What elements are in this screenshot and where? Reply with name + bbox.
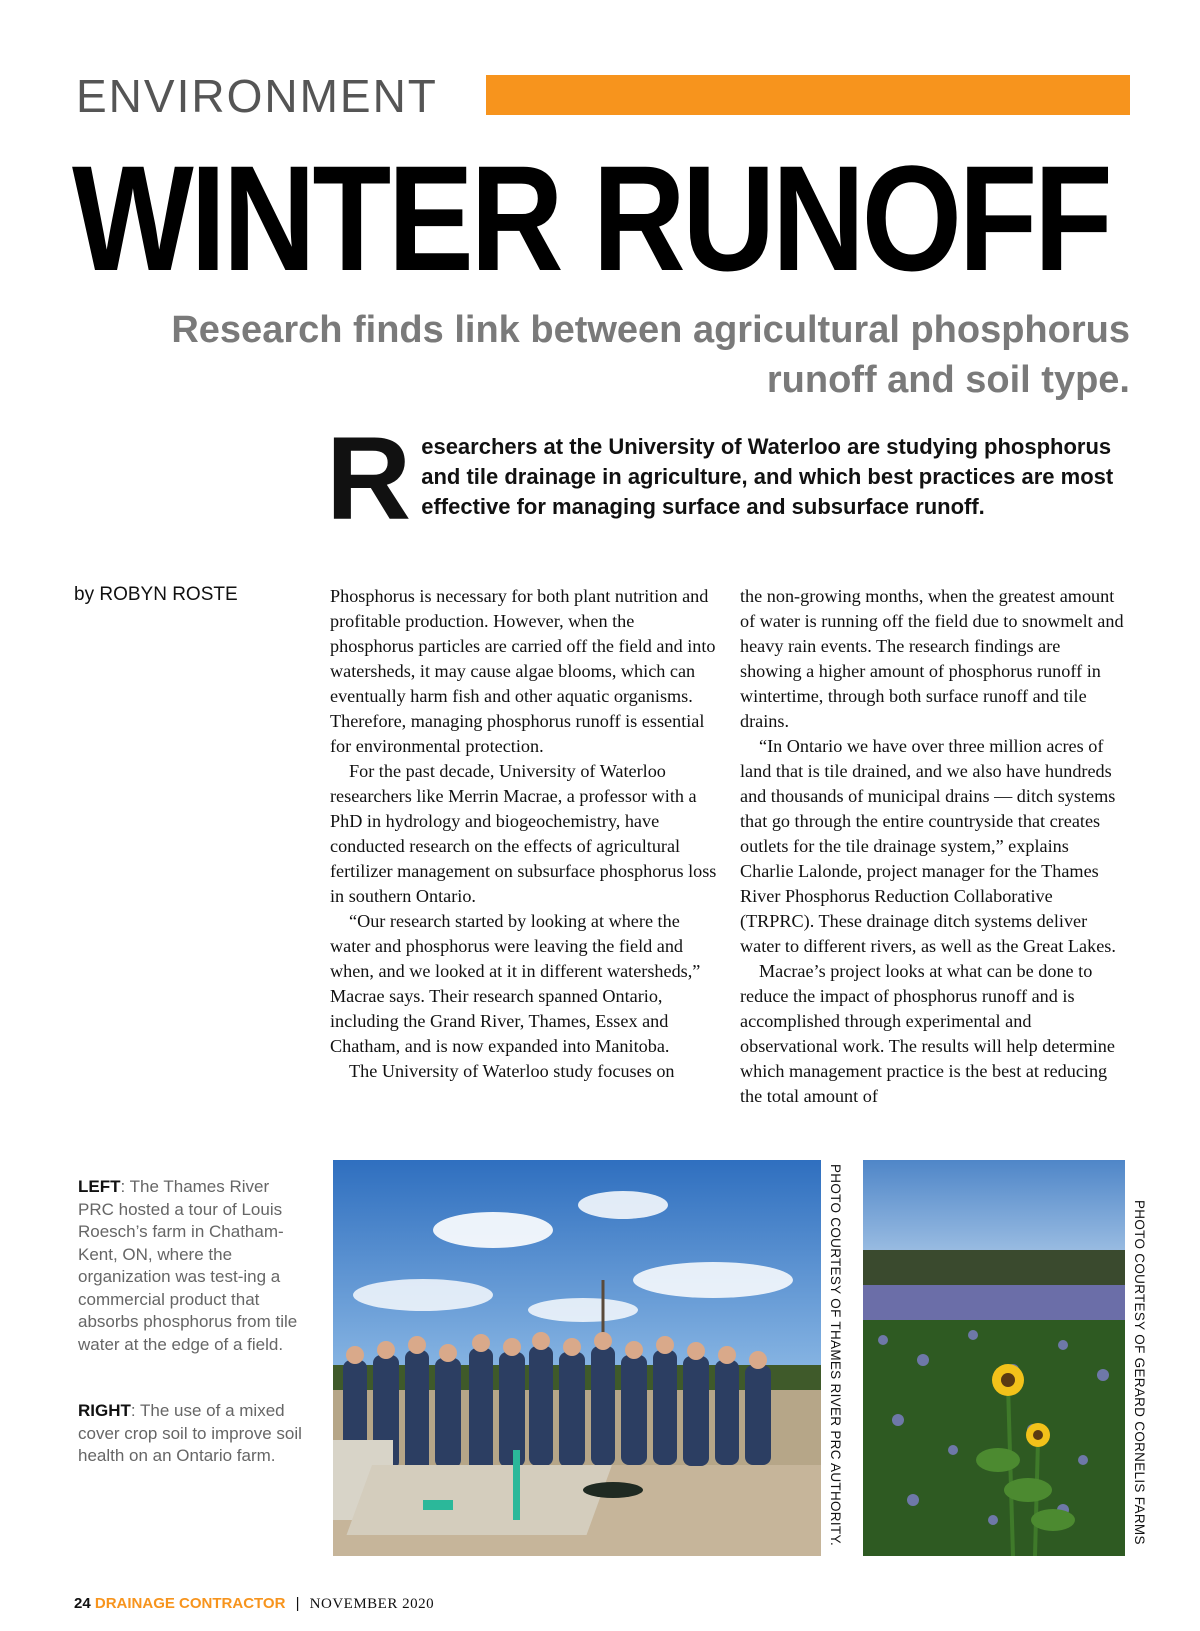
- cover-crop-photo: [863, 1160, 1125, 1556]
- photo-caption-left: [78, 1176, 308, 1356]
- body-paragraph: Phosphorus is necessary for both plant nutrition and profitable production. However, when the phosphorus particles are carried off the field and into watersheds, it may cause algae blooms, which can eventually harm fish and other aquatic organisms. Therefore, managing phosphorus runoff is essential for environmental protection.: [330, 586, 716, 756]
- byline: by ROBYN ROSTE: [74, 584, 238, 605]
- lede-paragraph: [326, 413, 1125, 545]
- farm-tour-illustration: [333, 1160, 821, 1556]
- section-accent-bar: [486, 75, 1130, 115]
- caption-text: : The Thames River PRC hosted a tour of Louis Roesch’s farm in Chatham-Kent, ON, where the organization was test-ing a commercial product that absorbs phosphorus from tile water at the edge of a field.: [78, 1177, 298, 1354]
- body-paragraph: For the past decade, University of Waterloo researchers like Merrin Macrae, a professor with a PhD in hydrology and biogeochemistry, have conducted research on the effects of agricultural fertilizer management on subsurface phosphorus loss in southern Ontario.: [330, 761, 717, 906]
- caption-label: LEFT: [78, 1177, 121, 1196]
- lede-text: esearchers at the University of Waterloo are studying phosphorus and tile drainage in agriculture, and which best practices are most effective for managing surface and subsurface runoff.: [421, 434, 1114, 519]
- body-column-right: [740, 584, 1125, 1109]
- body-paragraph: the non-growing months, when the greatest amount of water is running off the field due to snowmelt and heavy rain events. The research findings are showing a higher amount of phosphorus runoff in wintertime, through both surface runoff and tile drains.: [740, 586, 1124, 731]
- body-column-left: [330, 584, 720, 1084]
- headline: WINTER RUNOFF: [72, 134, 1110, 302]
- page-number: 24: [74, 1595, 91, 1612]
- cover-crop-illustration: [863, 1160, 1125, 1556]
- caption-text: : The use of a mixed cover crop soil to improve soil health on an Ontario farm.: [78, 1401, 302, 1465]
- section-label: ENVIRONMENT: [76, 70, 438, 122]
- body-paragraph: The University of Waterloo study focuses on: [349, 1061, 675, 1081]
- photo-caption-right: [78, 1400, 308, 1468]
- drop-cap: R: [326, 413, 412, 545]
- farm-tour-photo: [333, 1160, 821, 1556]
- body-paragraph: “Our research started by looking at where the water and phosphorus were leaving the field and when, and we looked at it in different watersheds,” Macrae says. Their research spanned Ontario, including the Grand River, Thames, Essex and Chatham, and is now expanded into Manitoba.: [330, 911, 701, 1056]
- footer-separator: |: [295, 1595, 300, 1612]
- body-paragraph: Macrae’s project looks at what can be done to reduce the impact of phosphorus runoff and is accomplished through experimental and observational work. The results will help determine which management practice is the best at reducing the total amount of: [740, 961, 1115, 1106]
- body-paragraph: “In Ontario we have over three million acres of land that is tile drained, and we also have hundreds and thousands of municipal drains — ditch systems that go through the entire countryside that creates outlets for the tile drainage system,” explains Charlie Lalonde, project manager for the Thames River Phosphorus Reduction Collaborative (TRPRC). These drainage ditch systems deliver water to different rivers, as well as the Great Lakes.: [740, 736, 1116, 956]
- photo-credit-right: PHOTO COURTESY OF GERARD CORNELIS FARMS: [1132, 1200, 1147, 1545]
- photo-credit-left: PHOTO COURTESY OF THAMES RIVER PRC AUTHORITY.: [828, 1164, 843, 1547]
- caption-label: RIGHT: [78, 1401, 131, 1420]
- page-footer: [74, 1595, 434, 1613]
- magazine-name: DRAINAGE CONTRACTOR: [94, 1595, 286, 1612]
- subheadline: Research finds link between agricultural phosphorus runoff and soil type.: [171, 309, 1130, 401]
- issue-date: NOVEMBER 2020: [309, 1596, 435, 1612]
